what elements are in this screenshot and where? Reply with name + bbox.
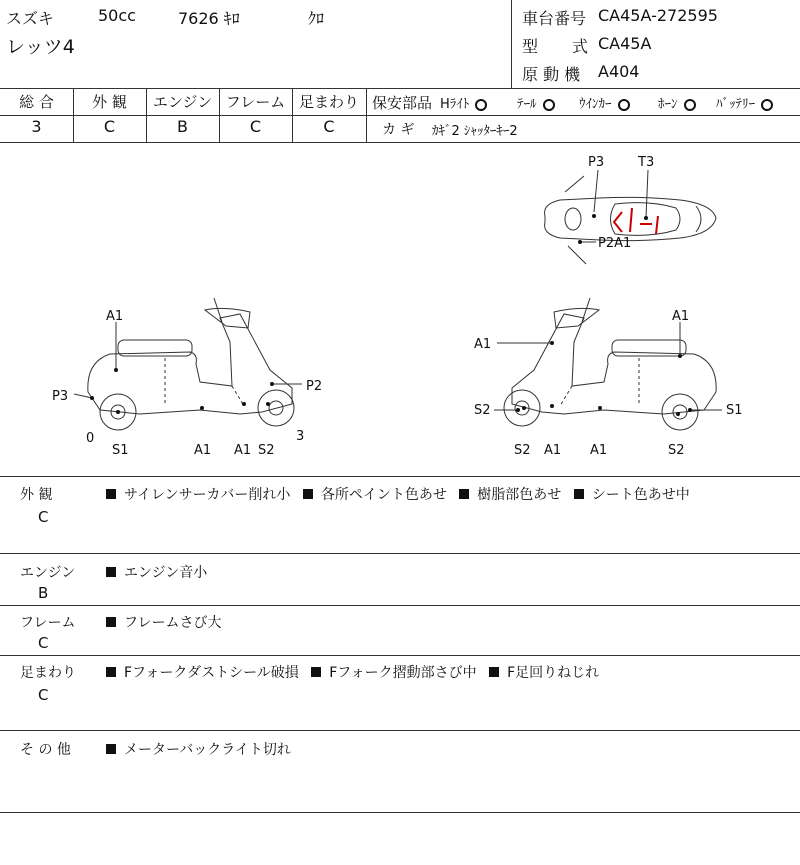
diagram-label: P2: [306, 379, 323, 394]
remark-category: そ の 他: [20, 742, 71, 758]
damage-marks: [614, 208, 658, 234]
displacement: 50cc: [98, 6, 136, 25]
grade-header-overall: 総 合: [19, 93, 54, 111]
square-bullet-icon: [106, 744, 116, 754]
diagram-label: A1: [544, 443, 562, 458]
safety-parts-label: 保安部品: [372, 94, 433, 112]
engine-label: 原 動 機: [522, 65, 581, 84]
mileage: 7626 ｷﾛ: [178, 9, 240, 28]
remark-grade: C: [38, 686, 49, 704]
circle-mark-icon: [543, 99, 555, 111]
remark-category: 外 観: [20, 487, 53, 503]
type-label-2: 式: [572, 37, 589, 56]
square-bullet-icon: [106, 667, 116, 677]
safety-item-winker: ｳｲﾝｶｰ: [579, 93, 630, 112]
type-label-1: 型: [522, 37, 539, 56]
remark-notes: Fフォークダストシール破損 Fフォーク摺動部さび中 F足回りねじれ: [106, 662, 599, 682]
diagram-label: S2: [474, 403, 491, 418]
safety-item-battery: ﾊﾞｯﾃﾘｰ: [716, 93, 773, 112]
diagram-label: S2: [668, 443, 685, 458]
grade-value-engine: B: [177, 117, 188, 136]
diagram-label: A1: [234, 443, 252, 458]
color: ｸﾛ: [308, 9, 325, 28]
safety-item-tail: ﾃｰﾙ: [517, 93, 555, 112]
remark-notes: フレームさび大: [106, 612, 221, 632]
square-bullet-icon: [106, 617, 116, 627]
grade-header-engine: エンジン: [152, 93, 213, 111]
remark-notes: サイレンサーカバー削れ小 各所ペイント色あせ 樹脂部色あせ シート色あせ中: [106, 484, 690, 504]
diagram-label: 3: [296, 429, 305, 444]
grade-header-exterior: 外 観: [92, 93, 127, 111]
maker: スズキ: [6, 9, 55, 28]
safety-item-headlight: Hﾗｲﾄ: [440, 93, 487, 112]
diagram-label: 0: [86, 431, 95, 446]
safety-item-horn: ﾎｰﾝ: [658, 93, 696, 112]
square-bullet-icon: [106, 489, 116, 499]
diagram-label: S1: [112, 443, 129, 458]
square-bullet-icon: [106, 567, 116, 577]
diagram-label: S2: [514, 443, 531, 458]
key-value: ｶｷﾞ2 ｼｬｯﾀｰｷｰ2: [432, 124, 518, 139]
circle-mark-icon: [618, 99, 630, 111]
engine-value: A404: [598, 62, 640, 81]
model-name: レッツ4: [6, 36, 75, 58]
diagram-label: S1: [726, 403, 743, 418]
remark-category: エンジン: [20, 565, 76, 581]
key-label: カ ギ: [382, 122, 415, 138]
square-bullet-icon: [574, 489, 584, 499]
circle-mark-icon: [475, 99, 487, 111]
grade-value-exterior: C: [103, 117, 116, 136]
diagram-label: A1: [106, 309, 124, 324]
grade-value-frame: C: [249, 117, 262, 136]
diagram-label: T3: [638, 155, 655, 170]
diagram-label: A1: [474, 337, 492, 352]
square-bullet-icon: [489, 667, 499, 677]
frame-number-value: CA45A-272595: [598, 6, 718, 25]
grade-value-suspension: C: [323, 117, 335, 136]
diagram-label: S2: [258, 443, 275, 458]
diagram-label: A1: [194, 443, 212, 458]
diagram-label: A1: [590, 443, 608, 458]
frame-number-label: 車台番号: [522, 9, 587, 28]
damage-diagram: [0, 142, 800, 476]
diagram-label: P2A1: [598, 236, 632, 251]
square-bullet-icon: [303, 489, 313, 499]
diagram-label: P3: [588, 155, 605, 170]
remark-notes: エンジン音小: [106, 562, 207, 582]
remark-grade: B: [38, 584, 49, 602]
grade-header-frame: フレーム: [225, 93, 286, 111]
circle-mark-icon: [684, 99, 696, 111]
diagram-label: A1: [672, 309, 690, 324]
remark-grade: C: [38, 508, 49, 526]
square-bullet-icon: [311, 667, 321, 677]
square-bullet-icon: [459, 489, 469, 499]
remark-grade: C: [38, 634, 49, 652]
diagram-label: P3: [52, 389, 69, 404]
type-value: CA45A: [598, 34, 652, 53]
remark-notes: メーターバックライト切れ: [106, 739, 291, 759]
remark-category: 足まわり: [20, 665, 76, 681]
circle-mark-icon: [761, 99, 773, 111]
remark-category: フレーム: [20, 615, 76, 631]
grade-header-suspension: 足まわり: [298, 93, 359, 111]
grade-value-overall: 3: [31, 117, 42, 136]
